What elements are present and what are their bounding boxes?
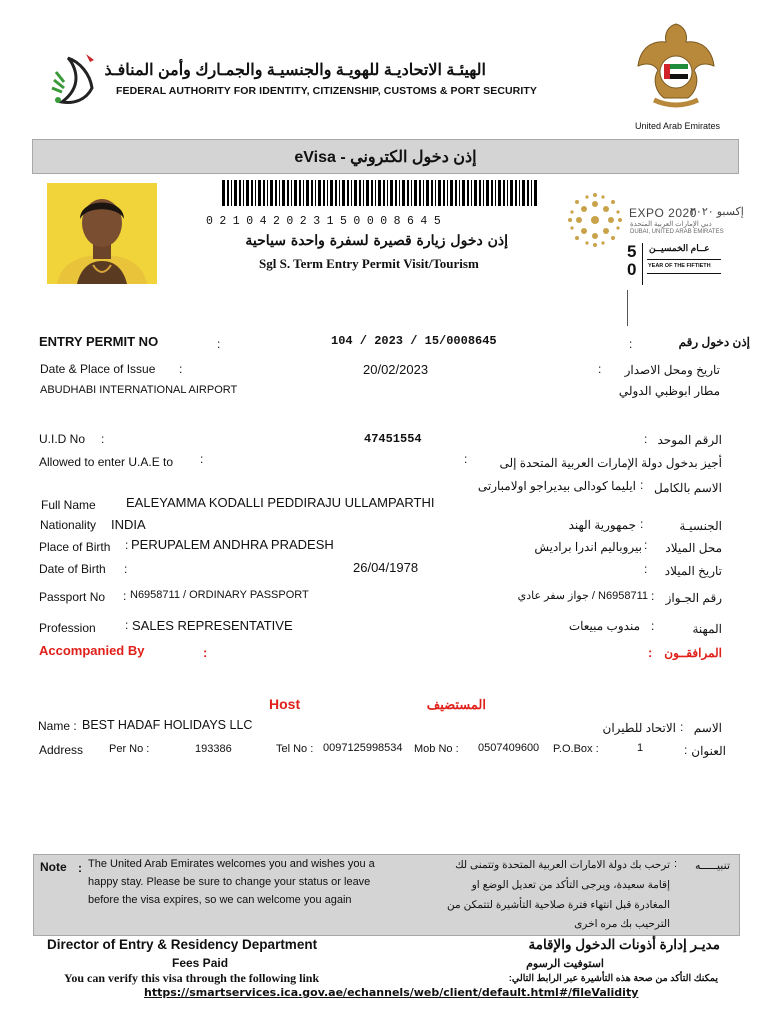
colon: : <box>124 562 128 576</box>
permit-type-en: Sgl S. Term Entry Permit Visit/Tourism <box>259 256 479 271</box>
expo-logo-icon <box>567 192 623 248</box>
note-ar-3: المغادرة قبل انتهاء فترة صلاحية التأشيرة لتتمكن من <box>447 899 670 911</box>
barcode-bar <box>363 180 364 206</box>
barcode-bar <box>510 180 513 206</box>
accompanied-ar: المرافقــون <box>664 646 722 660</box>
barcode-bar <box>291 180 292 206</box>
colon: : <box>598 362 602 376</box>
note-ar-4: الترحيب بك مره اخرى <box>574 918 670 930</box>
profession-value: SALES REPRESENTATIVE <box>132 618 293 633</box>
host-title-ar: المستضيف <box>426 697 486 712</box>
passport-ar-label: رقم الجـواز <box>665 591 722 605</box>
pobox-value: 1 <box>637 742 644 754</box>
issue-place-en: ABUDHABI INTERNATIONAL AIRPORT <box>40 384 238 396</box>
barcode-bar <box>299 180 301 206</box>
dob-ar: تاريخ الميلاد <box>664 564 722 578</box>
barcode-number: 021042023150008645 <box>206 215 448 228</box>
verify-ar: يمكنك التأكد من صحة هذه التأشيرة عبر الرابط التالي: <box>508 973 718 984</box>
barcode-bar <box>414 180 417 206</box>
host-address-ar: العنوان <box>691 744 726 758</box>
barcode-bar <box>431 180 433 206</box>
host-name-ar-value: الاتحاد للطيران <box>602 721 676 735</box>
barcode-bar <box>435 180 436 206</box>
barcode-bar <box>282 180 285 206</box>
note-label-ar: تنبيـــــه <box>694 860 730 872</box>
divider-vertical <box>627 290 628 326</box>
pob-value: PERUPALEM ANDHRA PRADESH <box>131 537 334 552</box>
entry-permit-value: 104 / 2023 / 15/0008645 <box>331 334 497 348</box>
colon: : <box>101 432 105 446</box>
issue-place-ar: مطار ابوظبي الدولي <box>618 384 720 398</box>
host-name-label: Name : <box>38 719 77 733</box>
barcode-bar <box>375 180 376 206</box>
barcode-bar <box>267 180 268 206</box>
barcode-bar <box>515 180 517 206</box>
pob-ar-label: محل الميلاد <box>665 541 722 555</box>
colon: : <box>651 619 655 633</box>
note-line-2: happy stay. Please be sure to change your status or leave <box>88 876 371 888</box>
barcode-bar <box>503 180 505 206</box>
barcode-bar <box>243 180 244 206</box>
barcode-bar <box>479 180 481 206</box>
barcode-bar <box>231 180 232 206</box>
uid-label: U.I.D No <box>39 432 86 446</box>
barcode-bar <box>287 180 289 206</box>
barcode-bar <box>402 180 405 206</box>
barcode-bar <box>339 180 340 206</box>
authority-name-ar: الهيئـة الاتحاديـة للهويـة والجنسيـة والجمـارك وأمن المنافـذ <box>104 62 486 79</box>
barcode-bar <box>474 180 477 206</box>
barcode-bar <box>395 180 397 206</box>
fullname-label: Full Name <box>41 498 96 512</box>
barcode-bar <box>407 180 409 206</box>
host-name-value: BEST HADAF HOLIDAYS LLC <box>82 718 253 732</box>
note-line-1: The United Arab Emirates welcomes you and wishes you a <box>88 858 375 870</box>
nationality-label: Nationality <box>40 518 97 532</box>
colon: : <box>680 720 684 734</box>
host-title-en: Host <box>269 696 301 712</box>
barcode-bar <box>306 180 309 206</box>
barcode-bar <box>483 180 484 206</box>
barcode-bar <box>519 180 520 206</box>
barcode-bar <box>471 180 472 206</box>
barcode-bar <box>251 180 253 206</box>
colon: : <box>200 452 204 466</box>
barcode-bar <box>270 180 273 206</box>
colon: : <box>125 618 129 632</box>
colon: : <box>640 478 644 492</box>
entry-permit-label: ENTRY PERMIT NO <box>39 334 159 349</box>
uae-emblem <box>634 20 718 118</box>
profession-ar-label: المهنة <box>692 622 722 636</box>
host-address-label: Address <box>39 743 84 757</box>
passport-label: Passport No <box>39 590 106 604</box>
entry-permit-ar: إذن دخول رقم <box>678 335 750 349</box>
fullname-ar-value: ايليما كودالى بيديراجو اولامبارتى <box>477 479 636 493</box>
barcode-bar <box>303 180 304 206</box>
colon: : <box>644 432 648 446</box>
mob-label: Mob No : <box>414 743 459 755</box>
barcode-bar <box>330 180 333 206</box>
uid-value: 47451554 <box>364 432 422 446</box>
barcode-bar <box>279 180 280 206</box>
barcode-bar <box>347 180 349 206</box>
barcode-bar <box>527 180 529 206</box>
colon: : <box>217 337 221 351</box>
barcode-bar <box>294 180 297 206</box>
barcode-bar <box>534 180 537 206</box>
barcode-bar <box>467 180 469 206</box>
uid-ar: الرقم الموحد <box>657 433 722 447</box>
barcode-bar <box>258 180 261 206</box>
barcode-bar <box>387 180 388 206</box>
barcode-bar <box>335 180 337 206</box>
barcode-bar <box>275 180 277 206</box>
barcode-bar <box>323 180 325 206</box>
passport-ar-value: N6958711 / جواز سفر عادي <box>517 590 648 602</box>
barcode-bar <box>318 180 321 206</box>
barcode-bar <box>462 180 465 206</box>
barcode-bar <box>423 180 424 206</box>
authority-logo <box>46 48 106 110</box>
colon: : <box>648 645 653 660</box>
verification-link[interactable]: https://smartservices.ica.gov.ae/echannels/web/client/default.html#/fileValidity <box>144 986 639 999</box>
dob-label: Date of Birth <box>39 562 106 576</box>
expo-title-ar: إكسبو ٢٠٢٠ <box>690 206 744 218</box>
barcode <box>220 180 540 206</box>
barcode-bar <box>438 180 441 206</box>
colon: : <box>125 538 129 552</box>
barcode-bar <box>311 180 313 206</box>
year-of-fiftieth-badge <box>627 243 725 285</box>
per-no-value: 193386 <box>195 743 232 755</box>
barcode-bar <box>315 180 316 206</box>
note-line-3: before the visa expires, so we can welcome you again <box>88 894 352 906</box>
barcode-bar <box>263 180 265 206</box>
per-no-label: Per No : <box>109 743 150 755</box>
issue-date: 20/02/2023 <box>363 362 429 377</box>
barcode-bar <box>411 180 412 206</box>
barcode-bar <box>507 180 508 206</box>
year-en: YEAR OF THE FIFTIETH <box>648 263 711 269</box>
barcode-bar <box>327 180 328 206</box>
year-digits: 50 <box>627 242 637 279</box>
barcode-bar <box>522 180 525 206</box>
pob-ar-value: بيروباليم اندرا برادیش <box>534 540 642 554</box>
barcode-bar <box>450 180 453 206</box>
barcode-bar <box>426 180 429 206</box>
fees-en: Fees Paid <box>172 956 229 970</box>
allowed-ar: أجيز بدخول دولة الإمارات العربية المتحدة إلى <box>499 456 722 470</box>
note-ar-1: ترحب بك دولة الامارات العربية المتحدة وتتمنى لك <box>455 859 670 871</box>
barcode-bar <box>378 180 381 206</box>
barcode-bar <box>419 180 421 206</box>
barcode-bar <box>383 180 385 206</box>
colon: : <box>640 517 644 531</box>
note-ar-2: إقامة سعيدة، ويرجى التأكد من تعديل الوضع او <box>471 879 670 891</box>
barcode-bar <box>351 180 352 206</box>
nationality-ar-value: جمهورية الهند <box>568 518 636 532</box>
barcode-bar <box>447 180 448 206</box>
barcode-bar <box>455 180 457 206</box>
colon: : <box>629 337 633 351</box>
fees-ar: استوفيت الرسوم <box>526 958 604 970</box>
fullname-value: EALEYAMMA KODALLI PEDDIRAJU ULLAMPARTHI <box>126 495 435 510</box>
tel-label: Tel No : <box>276 743 314 755</box>
barcode-bar <box>371 180 373 206</box>
fullname-ar-label: الاسم بالكامل <box>653 481 722 495</box>
profession-label: Profession <box>39 621 96 635</box>
barcode-bar <box>459 180 460 206</box>
tel-value: 0097125998534 <box>323 742 403 754</box>
accompanied-label: Accompanied By <box>39 643 145 658</box>
colon: : <box>684 743 688 757</box>
barcode-bar <box>443 180 445 206</box>
passport-value: N6958711 / ORDINARY PASSPORT <box>130 589 309 601</box>
authority-name-en: FEDERAL AUTHORITY FOR IDENTITY, CITIZENSHIP, CUSTOMS & PORT SECURITY <box>116 85 538 97</box>
allowed-label: Allowed to enter U.A.E to <box>39 455 174 469</box>
barcode-bar <box>222 180 225 206</box>
barcode-bar <box>227 180 229 206</box>
colon: : <box>78 861 82 875</box>
barcode-bar <box>234 180 237 206</box>
evisa-title-bar <box>32 139 739 174</box>
note-label: Note <box>40 860 67 874</box>
dob-value: 26/04/1978 <box>353 560 419 575</box>
colon: : <box>464 452 468 466</box>
applicant-photo <box>47 183 157 284</box>
colon: : <box>179 362 183 376</box>
barcode-bar <box>498 180 501 206</box>
colon: : <box>203 645 208 660</box>
barcode-bar <box>491 180 493 206</box>
pob-label: Place of Birth <box>39 540 111 554</box>
issue-ar: تاريخ ومحل الاصدار <box>624 363 720 377</box>
colon: : <box>651 589 655 603</box>
expo-sub-ar: دبي الإمارات العربية المتحدة <box>630 221 712 228</box>
profession-ar-value: مندوب مبيعات <box>568 619 640 633</box>
mob-value: 0507409600 <box>478 742 540 754</box>
barcode-bar <box>399 180 400 206</box>
nationality-value: INDIA <box>111 517 146 532</box>
year-ar: عــام الخمسيــن <box>649 243 710 253</box>
country-label: United Arab Emirates <box>635 121 721 131</box>
issue-label: Date & Place of Issue <box>40 362 156 376</box>
barcode-bar <box>342 180 345 206</box>
barcode-bar <box>255 180 256 206</box>
barcode-bar <box>390 180 393 206</box>
colon: : <box>644 562 648 576</box>
expo-sub-en: DUBAI, UNITED ARAB EMIRATES <box>630 229 724 235</box>
host-name-ar-label: الاسم <box>693 721 722 735</box>
colon: : <box>644 538 648 552</box>
pobox-label: P.O.Box : <box>553 743 599 755</box>
evisa-title: إذن دخول الكتروني - eVisa <box>294 149 477 166</box>
colon: : <box>674 858 678 870</box>
director-ar: مديـر إدارة أذونات الدخول والإقامة <box>528 937 720 952</box>
barcode-bar <box>495 180 496 206</box>
barcode-bar <box>531 180 532 206</box>
nationality-ar-label: الجنسيـة <box>679 519 722 533</box>
barcode-bar <box>354 180 357 206</box>
director-en: Director of Entry & Residency Department <box>47 937 318 952</box>
permit-type-ar: إذن دخول زيارة قصيرة لسفرة واحدة سياحية <box>245 233 508 249</box>
barcode-bar <box>239 180 241 206</box>
verify-en: You can verify this visa through the following link <box>64 971 320 985</box>
barcode-bar <box>246 180 249 206</box>
expo-title: EXPO 2020 <box>629 206 697 220</box>
barcode-bar <box>366 180 369 206</box>
note-box <box>33 854 740 936</box>
barcode-bar <box>486 180 489 206</box>
colon: : <box>123 589 127 603</box>
barcode-bar <box>359 180 361 206</box>
